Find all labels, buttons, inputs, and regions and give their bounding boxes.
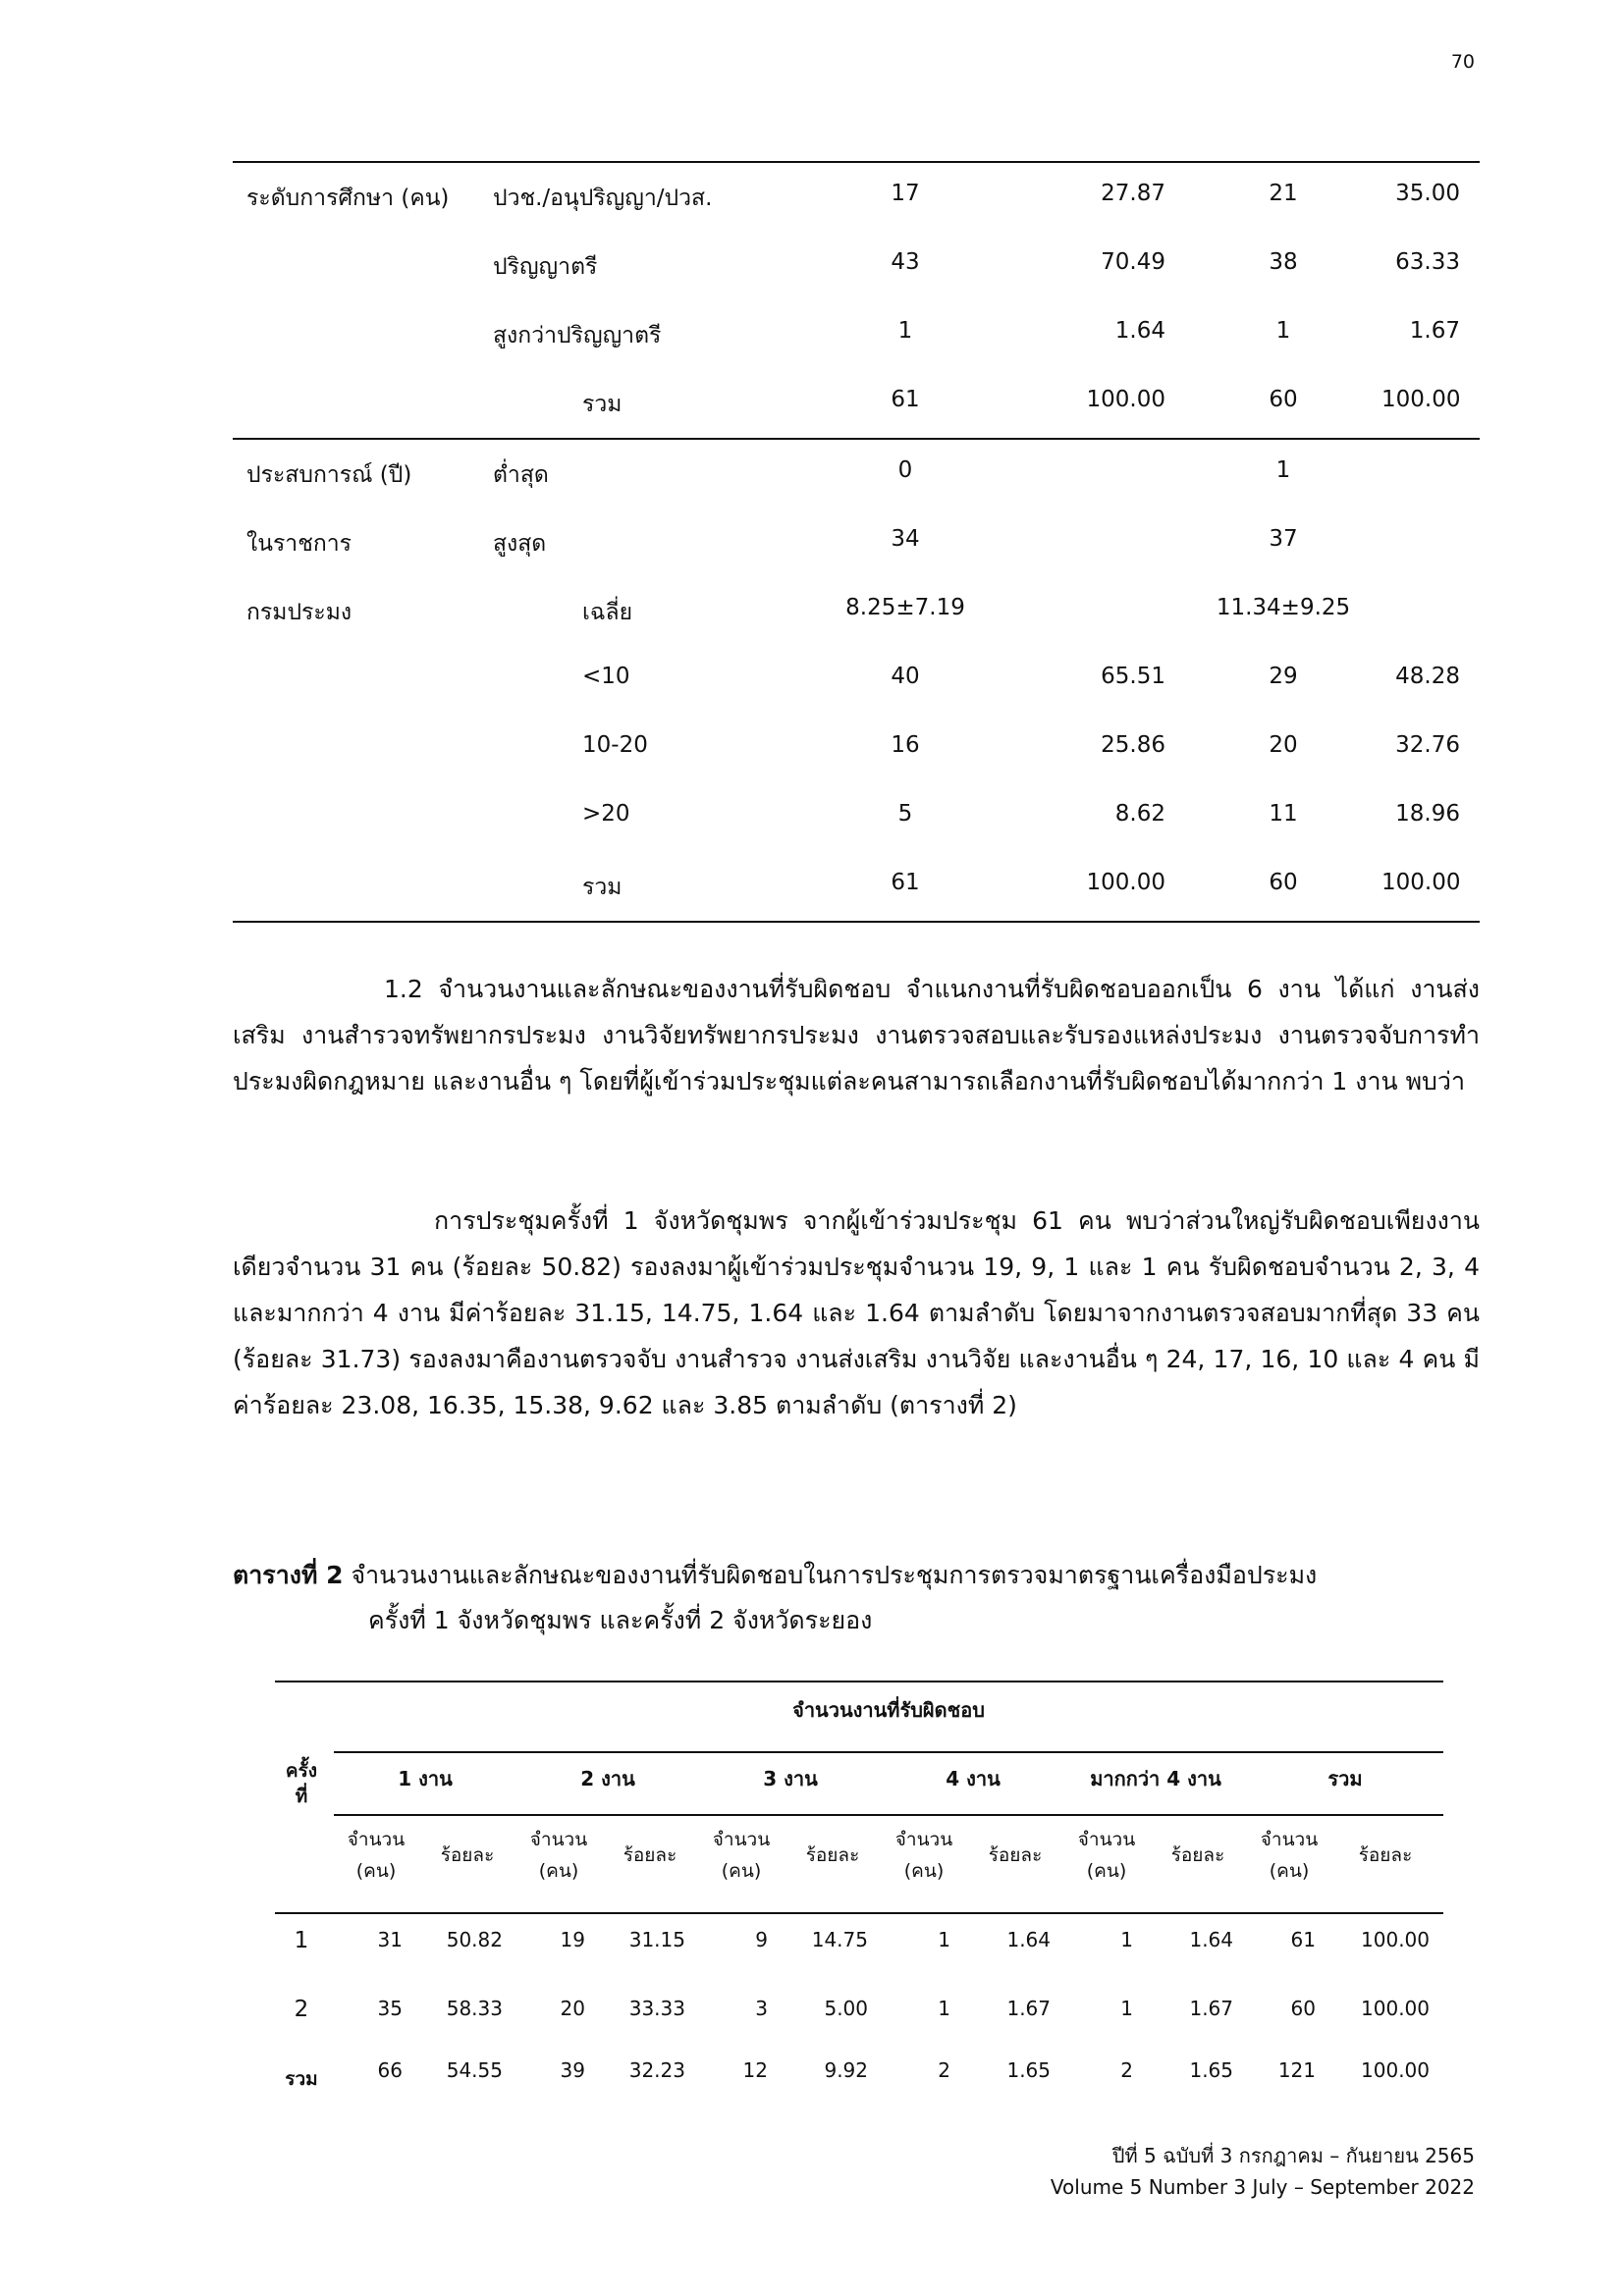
table-row — [233, 577, 1480, 646]
row-label: ต่ำสุด — [493, 462, 549, 488]
percent-1: 100.00 — [1086, 870, 1165, 895]
group-4-header: 4 งาน — [946, 1767, 1001, 1790]
percent-2: 63.33 — [1395, 249, 1460, 275]
subheader-rule — [334, 1814, 1443, 1816]
group-1-header: 1 งาน — [398, 1767, 453, 1790]
row-label: ปวช./อนุปริญญา/ปวส. — [493, 186, 713, 211]
percent-cell: 14.75 — [811, 1928, 868, 1951]
table-bottom-rule — [233, 921, 1480, 923]
count-header — [516, 1824, 601, 1887]
count-header — [334, 1824, 418, 1887]
count-cell: 19 — [560, 1928, 585, 1951]
body-paragraph: การประชุมครั้งที่ 1 จังหวัดชุมพร จากผู้เข้าร่วมประชุม 61 คน พบว่าส่วนใหญ่รับผิดชอบเพียงงานเดียวจำนวน 31 คน (ร้อยละ 50.82) รองลงมาผู้เข้าร่วมประชุมจำนวน 19, 9, 1 และ 1 คน รับผิดชอบจำนวน 2, 3, 4 และมากกว่า 4 งาน มีค่าร้อยละ 31.15, 14.75, 1.64 และ 1.64 ตามลำดับ โดยมาจากงานตรวจสอบมากที่สุด 33 คน (ร้อยละ 31.73) รองลงมาคืองานตรวจจับ งานสำรวจ งานส่งเสริม งานวิจัย และงานอื่น ๆ 24, 17, 16, 10 และ 4 คน มีค่าร้อยละ 23.08, 16.35, 15.38, 9.62 และ 3.85 ตามลำดับ (ตารางที่ 2) — [233, 1206, 1480, 1419]
count-cell: 12 — [742, 2058, 768, 2082]
count-cell: 20 — [560, 1997, 585, 2020]
count-header-line2: (คน) — [1086, 1860, 1127, 1882]
header-bottom-rule — [275, 1912, 1443, 1914]
percent-cell: 54.55 — [446, 2058, 503, 2082]
percent-cell: 1.67 — [1006, 1997, 1051, 2020]
table-row-total — [233, 369, 1480, 438]
table-top-rule — [275, 1681, 1443, 1682]
count-1: 61 — [891, 387, 920, 412]
count-header — [1247, 1824, 1331, 1887]
count-cell: 35 — [377, 1997, 403, 2020]
count-cell: 31 — [377, 1928, 403, 1951]
count-header-line1: จำนวน — [894, 1829, 953, 1850]
percent-2: 35.00 — [1395, 181, 1460, 206]
group-header: จำนวนงานที่รับผิดชอบ — [792, 1698, 985, 1722]
count-2: 60 — [1269, 870, 1298, 895]
table-caption-text-2: ครั้งที่ 1 จังหวัดชุมพร และครั้งที่ 2 จังหวัดระยอง — [368, 1606, 873, 1634]
count-header-line1: จำนวน — [712, 1829, 771, 1850]
count-cell: 3 — [755, 1997, 768, 2020]
count-cell: 2 — [1120, 2058, 1133, 2082]
percent-cell: 33.33 — [628, 1997, 685, 2020]
row-label: เฉลี่ย — [582, 600, 633, 625]
count-cell: 66 — [377, 2058, 403, 2082]
count-header-line2: (คน) — [1269, 1860, 1310, 1882]
count-cell: 1 — [938, 1997, 950, 2020]
count-cell: 1 — [938, 1928, 950, 1951]
row-label: 10-20 — [582, 732, 648, 758]
row-label: <10 — [582, 664, 630, 689]
round-cell: 1 — [294, 1928, 309, 1953]
count-cell: 2 — [938, 2058, 950, 2082]
table-row — [233, 508, 1480, 577]
percent-1: 25.86 — [1101, 732, 1165, 758]
percent-cell: 9.92 — [824, 2058, 868, 2082]
count-cell: 1 — [1120, 1928, 1133, 1951]
percent-2: 1.67 — [1409, 318, 1460, 344]
percent-1: 100.00 — [1086, 387, 1165, 412]
percent-2: 32.76 — [1395, 732, 1460, 758]
round-cell: 2 — [294, 1997, 309, 2022]
row-label: สูงกว่าปริญญาตรี — [493, 323, 662, 348]
count-cell: 61 — [1290, 1928, 1316, 1951]
experience-label: ประสบการณ์ (ปี) — [246, 462, 412, 488]
table-row — [233, 783, 1480, 852]
count-header-line2: (คน) — [903, 1860, 945, 1882]
table-row — [233, 300, 1480, 369]
percent-header: ร้อยละ — [805, 1844, 860, 1866]
count-header — [699, 1824, 784, 1887]
row-label: สูงสุด — [493, 531, 547, 557]
count-cell: 60 — [1290, 1997, 1316, 2020]
count-header-line1: จำนวน — [347, 1829, 406, 1850]
percent-2: 100.00 — [1381, 870, 1461, 895]
row-label: >20 — [582, 801, 630, 827]
experience-label: ในราชการ — [246, 531, 352, 557]
table-row — [233, 715, 1480, 783]
count-header-line2: (คน) — [538, 1860, 579, 1882]
percent-cell: 1.64 — [1189, 1928, 1233, 1951]
count-1: 16 — [891, 732, 920, 758]
education-label: ระดับการศึกษา (คน) — [246, 186, 450, 211]
count-1: 5 — [897, 801, 913, 827]
percent-1: 8.62 — [1114, 801, 1165, 827]
percent-header: ร้อยละ — [623, 1844, 677, 1866]
row-label: ปริญญาตรี — [493, 254, 598, 280]
percent-1: 70.49 — [1101, 249, 1165, 275]
percent-cell: 100.00 — [1361, 1997, 1430, 2020]
percent-cell: 58.33 — [446, 1997, 503, 2020]
value-1: 0 — [897, 457, 913, 483]
group-5-header: มากกว่า 4 งาน — [1090, 1767, 1221, 1790]
value-2: 1 — [1275, 457, 1291, 483]
count-2: 38 — [1269, 249, 1298, 275]
count-2: 60 — [1269, 387, 1298, 412]
page-number: 70 — [1450, 51, 1475, 73]
count-2: 20 — [1269, 732, 1298, 758]
percent-cell: 1.67 — [1189, 1997, 1233, 2020]
count-header-line2: (คน) — [355, 1860, 397, 1882]
value-2: 37 — [1269, 526, 1298, 552]
count-cell: 9 — [755, 1928, 768, 1951]
demographics-table — [233, 161, 1480, 923]
count-header — [1064, 1824, 1149, 1887]
percent-header: ร้อยละ — [440, 1844, 495, 1866]
percent-cell: 100.00 — [1361, 1928, 1430, 1951]
value-2: 11.34±9.25 — [1216, 595, 1351, 620]
count-header — [882, 1824, 966, 1887]
percent-cell: 5.00 — [824, 1997, 868, 2020]
percent-2: 18.96 — [1395, 801, 1460, 827]
count-header-line1: จำนวน — [1260, 1829, 1319, 1850]
row-label: รวม — [582, 875, 623, 900]
table-row-total — [233, 852, 1480, 921]
percent-cell: 100.00 — [1361, 2058, 1430, 2082]
percent-cell: 32.23 — [628, 2058, 685, 2082]
round-cell: รวม — [285, 2068, 318, 2090]
percent-cell: 1.65 — [1189, 2058, 1233, 2082]
percent-1: 27.87 — [1101, 181, 1165, 206]
count-1: 1 — [897, 318, 913, 344]
footer-issue-english: Volume 5 Number 3 July – September 2022 — [1050, 2175, 1475, 2199]
round-header-2: ที่ — [295, 1786, 308, 1807]
count-2: 11 — [1269, 801, 1298, 827]
round-header: ครั้ง — [285, 1760, 318, 1782]
value-1: 8.25±7.19 — [845, 595, 965, 620]
percent-2: 100.00 — [1381, 387, 1461, 412]
percent-header: ร้อยละ — [1170, 1844, 1225, 1866]
table-row — [233, 646, 1480, 715]
table-caption-text: จำนวนงานและลักษณะของงานที่รับผิดชอบในการประชุมการตรวจมาตรฐานเครื่องมือประมง — [351, 1561, 1318, 1589]
table-row — [233, 163, 1480, 232]
table-row — [233, 232, 1480, 300]
count-header-line1: จำนวน — [1077, 1829, 1136, 1850]
count-2: 1 — [1275, 318, 1291, 344]
count-1: 40 — [891, 664, 920, 689]
percent-cell: 1.64 — [1006, 1928, 1051, 1951]
percent-1: 65.51 — [1101, 664, 1165, 689]
count-1: 17 — [891, 181, 920, 206]
count-header-line1: จำนวน — [529, 1829, 588, 1850]
count-2: 29 — [1269, 664, 1298, 689]
percent-cell: 31.15 — [628, 1928, 685, 1951]
footer-issue-thai: ปีที่ 5 ฉบับที่ 3 กรกฎาคม – กันยายน 2565 — [1111, 2144, 1475, 2167]
percent-header: ร้อยละ — [988, 1844, 1043, 1866]
group-header-rule — [334, 1751, 1443, 1753]
group-total-header: รวม — [1327, 1767, 1363, 1790]
count-1: 43 — [891, 249, 920, 275]
experience-label: กรมประมง — [246, 600, 352, 625]
value-1: 34 — [891, 526, 920, 552]
count-cell: 1 — [1120, 1997, 1133, 2020]
table-caption — [233, 1553, 1499, 1643]
count-2: 21 — [1269, 181, 1298, 206]
percent-2: 48.28 — [1395, 664, 1460, 689]
table-caption-label: ตารางที่ 2 — [233, 1561, 344, 1589]
body-paragraph: 1.2 จำนวนงานและลักษณะของงานที่รับผิดชอบ จำแนกงานที่รับผิดชอบออกเป็น 6 งาน ได้แก่ งานส่งเสริม งานสำรวจทรัพยากรประมง งานวิจัยทรัพยากรประมง งานตรวจสอบและรับรองแหล่งประมง งานตรวจจับการทำประมงผิดกฎหมาย และงานอื่น ๆ โดยที่ผู้เข้าร่วมประชุมแต่ละคนสามารถเลือกงานที่รับผิดชอบได้มากกว่า 1 งาน พบว่า — [233, 975, 1480, 1095]
group-2-header: 2 งาน — [580, 1767, 635, 1790]
count-cell: 121 — [1277, 2058, 1316, 2082]
count-cell: 39 — [560, 2058, 585, 2082]
table-row — [233, 440, 1480, 508]
count-1: 61 — [891, 870, 920, 895]
percent-cell: 1.65 — [1006, 2058, 1051, 2082]
row-label: รวม — [582, 392, 623, 417]
percent-cell: 50.82 — [446, 1928, 503, 1951]
group-3-header: 3 งาน — [763, 1767, 818, 1790]
percent-header: ร้อยละ — [1358, 1844, 1413, 1866]
count-header-line2: (คน) — [721, 1860, 762, 1882]
percent-1: 1.64 — [1114, 318, 1165, 344]
